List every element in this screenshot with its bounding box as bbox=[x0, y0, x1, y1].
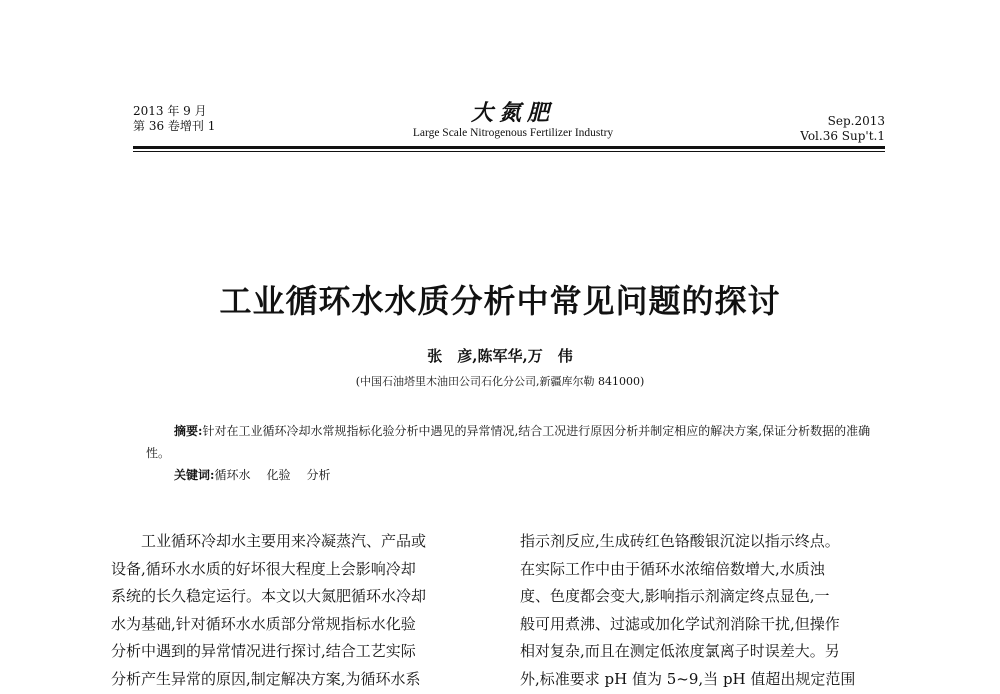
header-rule-thin bbox=[133, 151, 885, 152]
body-line: 分析产生异常的原因,制定解决方案,为循环水系 bbox=[111, 669, 421, 688]
keywords-label: 关键词: bbox=[174, 468, 215, 482]
issue-date-cn: 2013 年 9 月 bbox=[133, 104, 207, 118]
body-line: 在实际工作中由于循环水浓缩倍数增大,水质浊 bbox=[520, 559, 825, 578]
volume-cn: 第 36 卷增刊 1 bbox=[133, 119, 216, 133]
header-right bbox=[800, 114, 885, 144]
abstract bbox=[146, 420, 874, 464]
body-line: 相对复杂,而且在测定低浓度氯离子时误差大。另 bbox=[520, 642, 840, 661]
article-authors: 张 彦,陈军华,万 伟 bbox=[427, 347, 573, 365]
keyword: 循环水 bbox=[214, 468, 251, 482]
body-line: 水为基础,针对循环水水质部分常规指标水化验 bbox=[111, 614, 416, 633]
journal-logo: 大氮肥 bbox=[470, 100, 555, 126]
article-title: 工业循环水水质分析中常见问题的探讨 bbox=[219, 282, 781, 320]
header-rule-thick bbox=[133, 146, 885, 149]
body-line: 般可用煮沸、过滤或加化学试剂消除干扰,但操作 bbox=[520, 614, 840, 633]
keyword: 分析 bbox=[306, 468, 331, 482]
issue-date-en: Sep.2013 bbox=[827, 114, 885, 128]
keywords bbox=[174, 466, 346, 483]
abstract-text: 针对在工业循环冷却水常规指标化验分析中遇见的异常情况,结合工况进行原因分析并制定相应的解决方案,保证分析数据的准确性。 bbox=[146, 424, 871, 460]
abstract-label: 摘要: bbox=[174, 424, 203, 438]
body-line: 分析中遇到的异常情况进行探讨,结合工艺实际 bbox=[111, 642, 416, 661]
body-line: 度、色度都会变大,影响指示剂滴定终点显色,一 bbox=[520, 587, 830, 606]
body-column-right bbox=[520, 528, 903, 694]
article-affiliation: (中国石油塔里木油田公司石化分公司,新疆库尔勒 841000) bbox=[355, 375, 645, 388]
volume-en: Vol.36 Sup't.1 bbox=[800, 129, 885, 143]
body-column-left bbox=[111, 528, 493, 694]
keyword: 化验 bbox=[266, 468, 291, 482]
header-center bbox=[383, 100, 643, 140]
header-left bbox=[133, 104, 215, 134]
body-line: 系统的长久稳定运行。本文以大氮肥循环水冷却 bbox=[111, 587, 427, 606]
body-line: 设备,循环水水质的好坏很大程度上会影响冷却 bbox=[111, 559, 416, 578]
body-line: 指示剂反应,生成砖红色铬酸银沉淀以指示终点。 bbox=[520, 532, 840, 550]
body-line: 工业循环冷却水主要用来冷凝蒸汽、产品或 bbox=[141, 532, 427, 550]
body-line: 外,标准要求 pH 值为 5~9,当 pH 值超出规定范围 bbox=[520, 669, 856, 688]
journal-name-en: Large Scale Nitrogenous Fertilizer Industry bbox=[412, 127, 614, 139]
